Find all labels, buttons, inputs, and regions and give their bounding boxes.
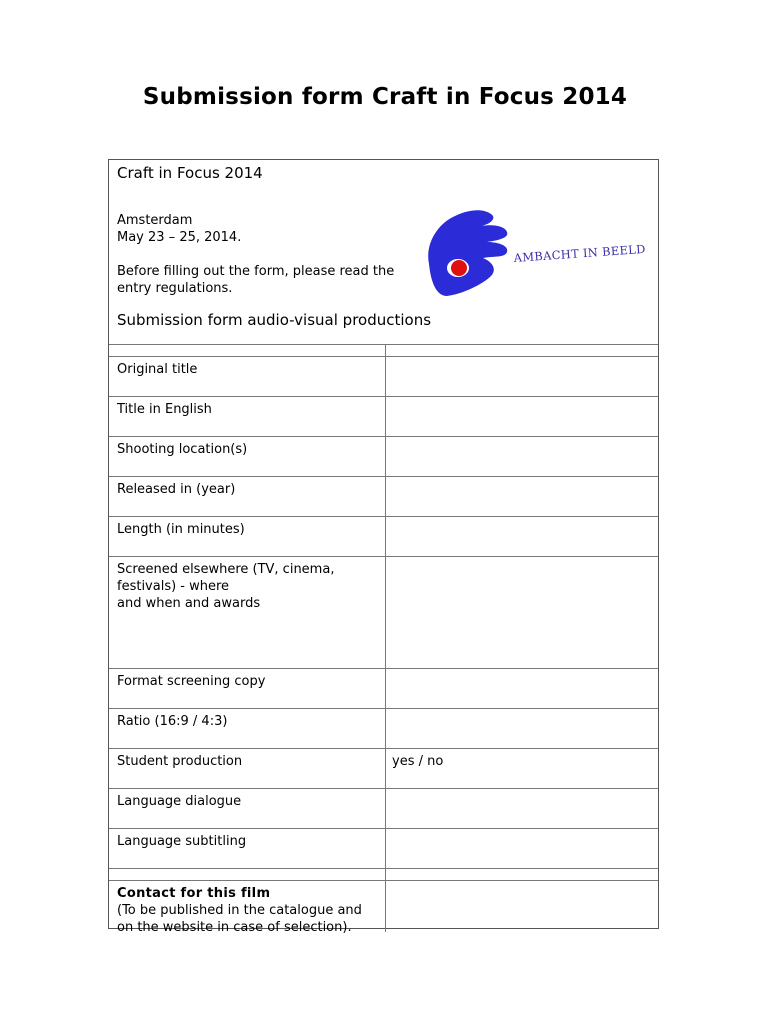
column-divider [385, 437, 386, 476]
contact-label: Contact for this film [117, 886, 271, 901]
column-divider [385, 517, 386, 556]
field-label: Length (in minutes) [117, 522, 245, 537]
column-divider [385, 881, 386, 932]
field-label: Original title [117, 362, 198, 377]
field-label: Language subtitling [117, 834, 247, 849]
column-divider [385, 709, 386, 748]
column-divider [385, 477, 386, 516]
page-title: Submission form Craft in Focus 2014 [142, 84, 628, 110]
field-label: Language dialogue [117, 794, 242, 809]
field-row [109, 436, 658, 476]
logo-text: AMBACHT IN BEELD [513, 241, 647, 265]
column-divider [385, 789, 386, 828]
field-row [109, 668, 658, 708]
submission-form [108, 159, 659, 935]
field-label: Format screening copy [117, 674, 266, 689]
event-city: Amsterdam [117, 213, 193, 228]
ambacht-in-beeld-logo [419, 204, 649, 300]
field-row [109, 356, 658, 396]
field-row [109, 476, 658, 516]
field-value[interactable]: yes / no [392, 754, 444, 769]
spacer-row [109, 344, 658, 356]
field-row [109, 556, 658, 668]
form-header [109, 160, 658, 344]
column-divider [385, 829, 386, 868]
event-dates: May 23 – 25, 2014. [117, 230, 242, 245]
field-label: Ratio (16:9 / 4:3) [117, 714, 228, 729]
field-row [109, 708, 658, 748]
field-label: Title in English [117, 402, 212, 417]
contact-sublabel: (To be published in the catalogue and on the website in case of selection). [117, 903, 362, 935]
field-label: Student production [117, 754, 243, 769]
hand-eye-icon [428, 210, 507, 296]
column-divider [385, 869, 386, 880]
event-name: Craft in Focus 2014 [117, 164, 263, 182]
spacer-row [109, 868, 658, 880]
field-row [109, 396, 658, 436]
field-row [109, 516, 658, 556]
contact-row [109, 880, 658, 935]
column-divider [385, 749, 386, 788]
field-label: Shooting location(s) [117, 442, 248, 457]
field-label: Released in (year) [117, 482, 236, 497]
column-divider [385, 397, 386, 436]
field-row [109, 828, 658, 868]
column-divider [385, 357, 386, 396]
field-row [109, 748, 658, 788]
regulations-note: Before filling out the form, please read the entry regulations. [117, 264, 395, 296]
form-subtitle: Submission form audio-visual productions [117, 311, 432, 329]
column-divider [385, 669, 386, 708]
column-divider [385, 345, 386, 356]
field-row [109, 788, 658, 828]
column-divider [385, 557, 386, 668]
contact-label-group [117, 885, 379, 936]
field-label: Screened elsewhere (TV, cinema, festivals) - where and when and awards [117, 562, 335, 611]
